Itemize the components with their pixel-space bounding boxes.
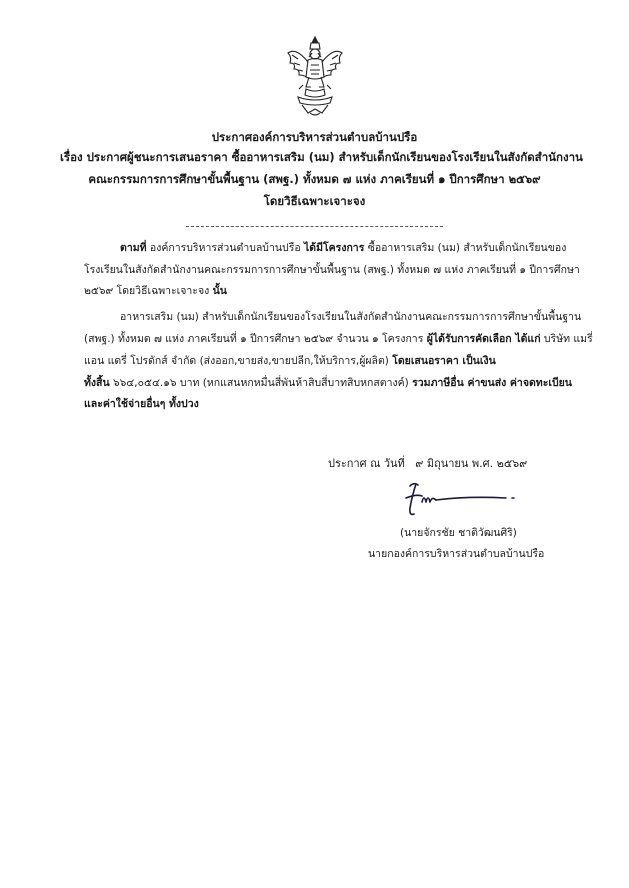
date-label: ประกาศ ณ วันที่ bbox=[328, 457, 405, 470]
text: ๒๕๖๙ โดยวิธีเฉพาะเจาะจง bbox=[84, 285, 213, 297]
text: บริษัท แมรี่ bbox=[540, 333, 593, 345]
signer-name: (นายจักรชัย ชาติวัฒนศิริ) bbox=[400, 527, 517, 539]
text: (สพฐ.) ทั้งหมด ๗ แห่ง ภาคเรียนที่ ๑ ปีการศึกษา ๒๕๖๙ จำนวน ๑ โครงการ bbox=[84, 333, 427, 345]
text-bold: โดยเสนอราคา เป็นเงิน bbox=[392, 355, 496, 367]
text-bold: ทั้งสิ้น bbox=[84, 377, 110, 389]
paragraph2-line5: และค่าใช้จ่ายอื่นๆ ทั้งปวง bbox=[84, 398, 199, 410]
text-bold: ได้มีโครงการ bbox=[304, 242, 365, 254]
paragraph1-line3 bbox=[84, 283, 227, 299]
signer-position: นายกองค์การบริหารส่วนตำบลบ้านปรือ bbox=[368, 548, 545, 560]
announcement-title: ประกาศองค์การบริหารส่วนตำบลบ้านปรือ bbox=[211, 130, 418, 144]
announcement-subject: เรื่อง ประกาศผู้ชนะการเสนอราคา ซื้ออาหารเสริม (นม) สำหรับเด็กนักเรียนของโรงเรียนในสังกัดสำนักงาน bbox=[60, 150, 583, 164]
announcement-date bbox=[328, 454, 527, 472]
dashed-divider bbox=[186, 226, 443, 227]
text: ซื้ออาหารเสริม (นม) สำหรับเด็กนักเรียนของ bbox=[364, 242, 567, 254]
text-bold: ตามที่ bbox=[120, 242, 147, 254]
handwritten-signature bbox=[398, 476, 523, 524]
text-bold: ผู้ได้รับการคัดเลือก ได้แก่ bbox=[426, 333, 541, 345]
paragraph2-line2 bbox=[84, 331, 593, 347]
paragraph2-line3 bbox=[84, 353, 496, 369]
announcement-subject-line2: คณะกรรมการการศึกษาขั้นพื้นฐาน (สพฐ.) ทั้งหมด ๗ แห่ง ภาคเรียนที่ ๑ ปีการศึกษา ๒๕๖๙ bbox=[88, 172, 541, 186]
paragraph1-line2: โรงเรียนในสังกัดสำนักงานคณะกรรมการการศึกษาขั้นพื้นฐาน (สพฐ.) ทั้งหมด ๗ แห่ง ภาคเรียนที่ ๑ ปีการศึกษา bbox=[84, 264, 580, 276]
text: องค์การบริหารส่วนตำบลบ้านปรือ bbox=[146, 242, 304, 254]
announcement-method: โดยวิธีเฉพาะเจาะจง bbox=[263, 194, 366, 208]
text-bold: นั้น bbox=[212, 285, 227, 297]
paragraph2-line1: อาหารเสริม (นม) สำหรับเด็กนักเรียนของโรงเรียนในสังกัดสำนักงานคณะกรรมการการศึกษาขั้นพื้นฐาน bbox=[120, 311, 582, 323]
garuda-emblem-icon bbox=[284, 33, 346, 119]
text: แอน แดรี่ โปรดักส์ จำกัด (ส่งออก,ขายส่ง,ขายปลีก,ให้บริการ,ผู้ผลิต) bbox=[84, 355, 393, 367]
text: ๖๖๔,๐๕๔.๑๖ บาท (หกแสนหกหมื่นสี่พันห้าสิบสี่บาทสิบหกสตางค์) bbox=[109, 377, 413, 389]
paragraph2-line4 bbox=[84, 375, 572, 391]
text-bold: รวมภาษีอื่น ค่าขนส่ง ค่าจดทะเบียน bbox=[412, 377, 572, 389]
paragraph1-line1 bbox=[120, 240, 566, 256]
date-value: ๙ มิถุนายน พ.ศ. ๒๕๖๙ bbox=[415, 457, 528, 470]
